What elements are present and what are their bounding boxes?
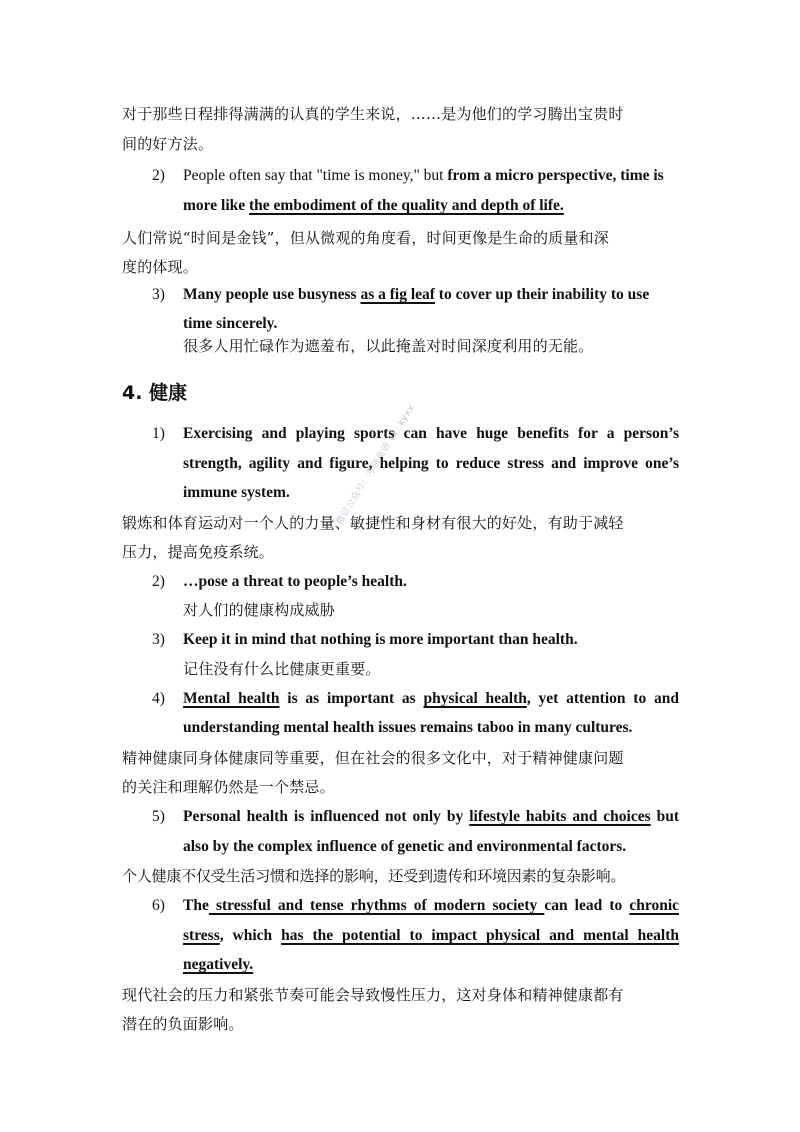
time-item-2-en-line-2: more like the embodiment of the quality and depth of life.: [183, 197, 564, 214]
item-number: 3): [152, 286, 165, 303]
time-item-2-en-line-1: People often say that "time is money," but from a micro perspective, time is: [183, 167, 664, 184]
item-number: 4): [152, 690, 165, 707]
section-heading: 4. 健康: [122, 382, 188, 404]
intro-line-2: 间的好方法。: [122, 135, 214, 153]
health-item-3-en-line-1: Keep it in mind that nothing is more important than health.: [183, 631, 578, 648]
time-item-2-zh-line-1: 人们常说“时间是金钱”，但从微观的角度看，时间更像是生命的质量和深: [122, 229, 609, 247]
watermark-text: 微信公众号：考研英语 vx: kyxx: [334, 403, 418, 527]
health-item-2-zh-line-1: 对人们的健康构成威胁: [183, 601, 336, 619]
health-item-6-en-line-3: negatively.: [183, 956, 254, 973]
health-item-1-zh-line-2: 压力，提高免疫系统。: [122, 543, 275, 561]
health-item-1-en-line-1: Exercising and playing sports can have huge benefits for a person’s: [183, 425, 679, 442]
time-item-3-en-line-1: Many people use busyness as a fig leaf to cover up their inability to use: [183, 286, 650, 303]
health-item-6-en-line-2: stress, which has the potential to impact physical and mental health: [183, 927, 679, 944]
health-item-6-zh-line-1: 现代社会的压力和紧张节奏可能会导致慢性压力，这对身体和精神健康都有: [122, 986, 624, 1004]
item-number: 2): [152, 167, 165, 184]
time-item-2-zh-line-2: 度的体现。: [122, 258, 199, 276]
health-item-1-en-line-3: immune system.: [183, 484, 290, 501]
health-item-5-en-line-1: Personal health is influenced not only by lifestyle habits and choices but: [183, 808, 680, 825]
health-item-5-zh-line-1: 个人健康不仅受生活习惯和选择的影响，还受到遗传和环境因素的复杂影响。: [122, 867, 626, 885]
item-number: 1): [152, 425, 165, 442]
time-item-3-zh-line-1: 很多人用忙碌作为遮羞布，以此掩盖对时间深度利用的无能。: [183, 337, 594, 355]
health-item-3-zh-line-1: 记住没有什么比健康更重要。: [183, 660, 381, 678]
health-item-4-en-line-2: understanding mental health issues remains taboo in many cultures.: [183, 719, 633, 736]
health-item-4-zh-line-1: 精神健康同身体健康同等重要，但在社会的很多文化中，对于精神健康问题: [122, 749, 624, 767]
health-item-2-en-line-1: …pose a threat to people’s health.: [183, 573, 407, 590]
item-number: 3): [152, 631, 165, 648]
time-item-3-en-line-2: time sincerely.: [183, 315, 278, 332]
item-number: 5): [152, 808, 165, 825]
item-number: 2): [152, 573, 165, 590]
intro-line-1: 对于那些日程排得满满的认真的学生来说，……是为他们的学习腾出宝贵时: [122, 105, 624, 123]
health-item-4-en-line-1: Mental health is as important as physical health, yet attention to and: [183, 690, 679, 707]
health-item-5-en-line-2: also by the complex influence of genetic and environmental factors.: [183, 838, 627, 855]
health-item-6-zh-line-2: 潜在的负面影响。: [122, 1015, 244, 1033]
health-item-1-en-line-2: strength, agility and figure, helping to reduce stress and improve one’s: [183, 455, 679, 472]
health-item-4-zh-line-2: 的关注和理解仍然是一个禁忌。: [122, 778, 335, 796]
health-item-1-zh-line-1: 锻炼和体育运动对一个人的力量、敏捷性和身材有很大的好处，有助于减轻: [122, 514, 624, 532]
health-item-6-en-line-1: The stressful and tense rhythms of modern society can lead to chronic: [183, 897, 679, 914]
item-number: 6): [152, 897, 165, 914]
